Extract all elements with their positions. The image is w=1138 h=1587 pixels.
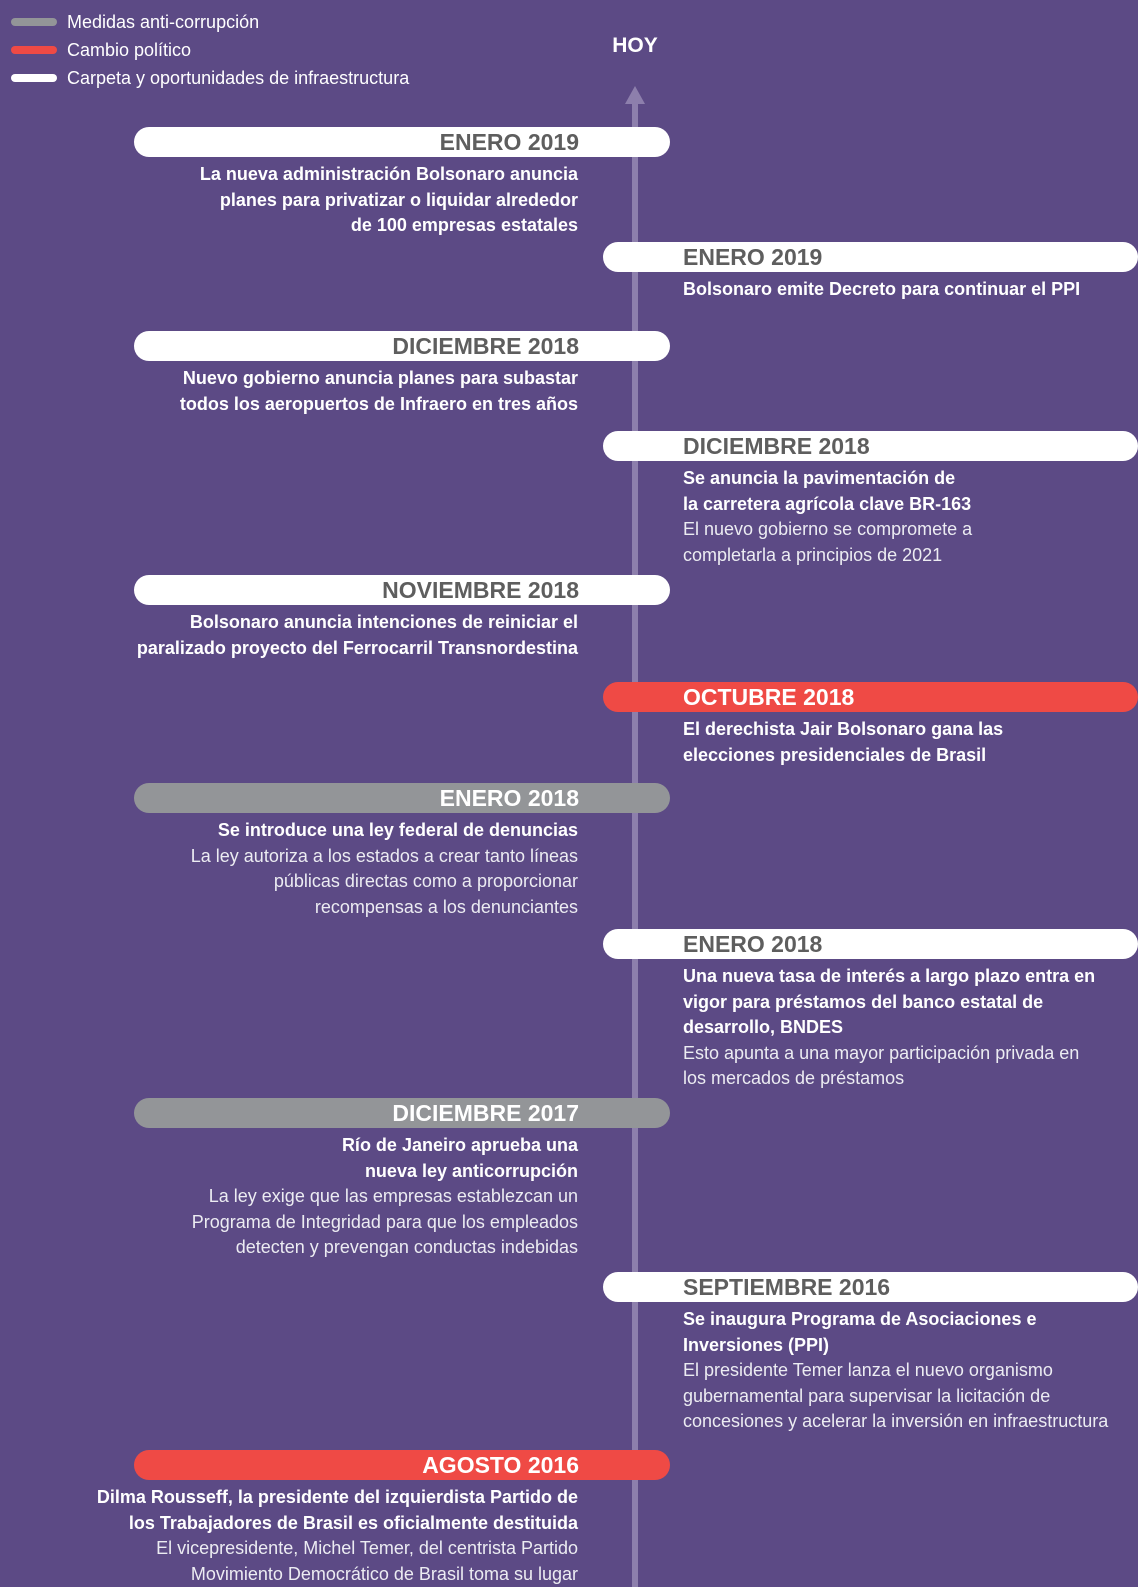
event-headline-line: la carretera agrícola clave BR-163: [683, 493, 972, 514]
event-detail-line: completarla a principios de 2021: [683, 544, 943, 565]
axis-label-today: HOY: [612, 34, 658, 57]
event-headline-line: desarrollo, BNDES: [683, 1017, 844, 1037]
timeline-event: [603, 1272, 1138, 1435]
event-headline-line: Bolsonaro emite Decreto para continuar el PPI: [683, 279, 1081, 299]
event-description: [683, 277, 1138, 303]
event-description: [683, 466, 1138, 568]
timeline-event: [603, 431, 1138, 568]
timeline-event: [0, 1450, 670, 1587]
event-detail-line: gubernamental para supervisar la licitación de: [683, 1385, 1051, 1406]
event-headline-line: de 100 empresas estatales: [350, 215, 578, 235]
event-headline-line: Se anuncia la pavimentación de: [683, 468, 956, 488]
timeline-event: [603, 929, 1138, 1092]
timeline-event: [0, 127, 670, 239]
event-headline-line: Nuevo gobierno anuncia planes para subastar: [182, 368, 578, 388]
event-date-bar: ENERO 2019: [603, 242, 1138, 272]
event-detail-line: Movimiento Democrático de Brasil toma su lugar: [190, 1563, 578, 1584]
event-headline-line: Río de Janeiro aprueba una: [341, 1135, 578, 1155]
event-date-bar: ENERO 2018: [134, 783, 670, 813]
event-detail-line: El vicepresidente, Michel Temer, del centrista Partido: [156, 1538, 578, 1558]
event-date-bar: AGOSTO 2016: [134, 1450, 670, 1480]
event-date-bar: NOVIEMBRE 2018: [134, 575, 670, 605]
timeline-event: [0, 1098, 670, 1261]
event-detail-line: recompensas a los denunciantes: [314, 896, 578, 917]
legend-item-infrastructure: [11, 64, 409, 92]
event-headline-line: nueva ley anticorrupción: [364, 1160, 578, 1181]
event-detail-line: El nuevo gobierno se compromete a: [683, 519, 973, 539]
legend-swatch-red: [11, 46, 57, 54]
event-date-bar: DICIEMBRE 2017: [134, 1098, 670, 1128]
event-description: [0, 818, 578, 920]
timeline-event: [0, 331, 670, 417]
timeline-event: [0, 575, 670, 661]
event-detail-line: Esto apunta a una mayor participación privada en: [683, 1042, 1080, 1063]
event-date-bar: ENERO 2018: [603, 929, 1138, 959]
event-headline-line: Bolsonaro anuncia intenciones de reiniciar el: [189, 612, 578, 632]
event-description: [0, 1485, 578, 1587]
legend-item-political: [11, 36, 409, 64]
event-headline-line: Una nueva tasa de interés a largo plazo entra en: [683, 966, 1096, 986]
event-description: [683, 964, 1138, 1092]
legend-label: Medidas anti-corrupción: [67, 11, 260, 32]
event-headline-line: Dilma Rousseff, la presidente del izquierdista Partido de: [96, 1487, 578, 1507]
event-detail-line: detecten y prevengan conductas indebidas: [235, 1237, 578, 1257]
timeline-event: [603, 682, 1138, 768]
event-headline-line: los Trabajadores de Brasil es oficialmente destituida: [128, 1512, 578, 1533]
event-date-bar: SEPTIEMBRE 2016: [603, 1272, 1138, 1302]
event-detail-line: La ley autoriza a los estados a crear tanto líneas: [190, 845, 578, 866]
event-description: [0, 366, 578, 417]
event-headline-line: paralizado proyecto del Ferrocarril Transnordestina: [136, 637, 578, 658]
event-headline-line: Se introduce una ley federal de denuncias: [217, 820, 578, 840]
legend-label: Carpeta y oportunidades de infraestructura: [67, 67, 410, 88]
event-headline-line: vigor para préstamos del banco estatal de: [683, 991, 1044, 1012]
event-detail-line: concesiones y acelerar la inversión en infraestructura: [683, 1411, 1109, 1431]
event-headline-line: Inversiones (PPI): [683, 1334, 830, 1355]
event-description: [683, 1307, 1138, 1435]
event-date-bar: DICIEMBRE 2018: [603, 431, 1138, 461]
event-description: [0, 162, 578, 239]
event-headline-line: todos los aeropuertos de Infraero en tres años: [179, 393, 578, 414]
event-headline-line: El derechista Jair Bolsonaro gana las: [683, 719, 1004, 739]
event-detail-line: públicas directas como a proporcionar: [273, 871, 578, 891]
event-description: [0, 1133, 578, 1261]
legend-swatch-white: [11, 74, 57, 82]
event-description: [0, 610, 578, 661]
event-headline-line: Se inaugura Programa de Asociaciones e: [683, 1309, 1037, 1329]
event-detail-line: La ley exige que las empresas establezcan un: [208, 1186, 578, 1206]
event-description: [683, 717, 1138, 768]
event-date-bar: ENERO 2019: [134, 127, 670, 157]
legend: [11, 8, 409, 92]
timeline-event: [603, 242, 1138, 303]
event-date-bar: DICIEMBRE 2018: [134, 331, 670, 361]
event-headline-line: planes para privatizar o liquidar alrededor: [219, 189, 578, 210]
event-date-bar: OCTUBRE 2018: [603, 682, 1138, 712]
legend-swatch-gray: [11, 18, 57, 26]
event-detail-line: Programa de Integridad para que los empleados: [191, 1211, 578, 1232]
event-detail-line: El presidente Temer lanza el nuevo organismo: [683, 1360, 1053, 1380]
legend-label: Cambio político: [67, 39, 192, 60]
event-headline-line: La nueva administración Bolsonaro anuncia: [199, 164, 578, 184]
event-headline-line: elecciones presidenciales de Brasil: [683, 744, 987, 765]
timeline-event: [0, 783, 670, 920]
event-detail-line: los mercados de préstamos: [683, 1068, 905, 1088]
legend-item-anticorruption: [11, 8, 409, 36]
